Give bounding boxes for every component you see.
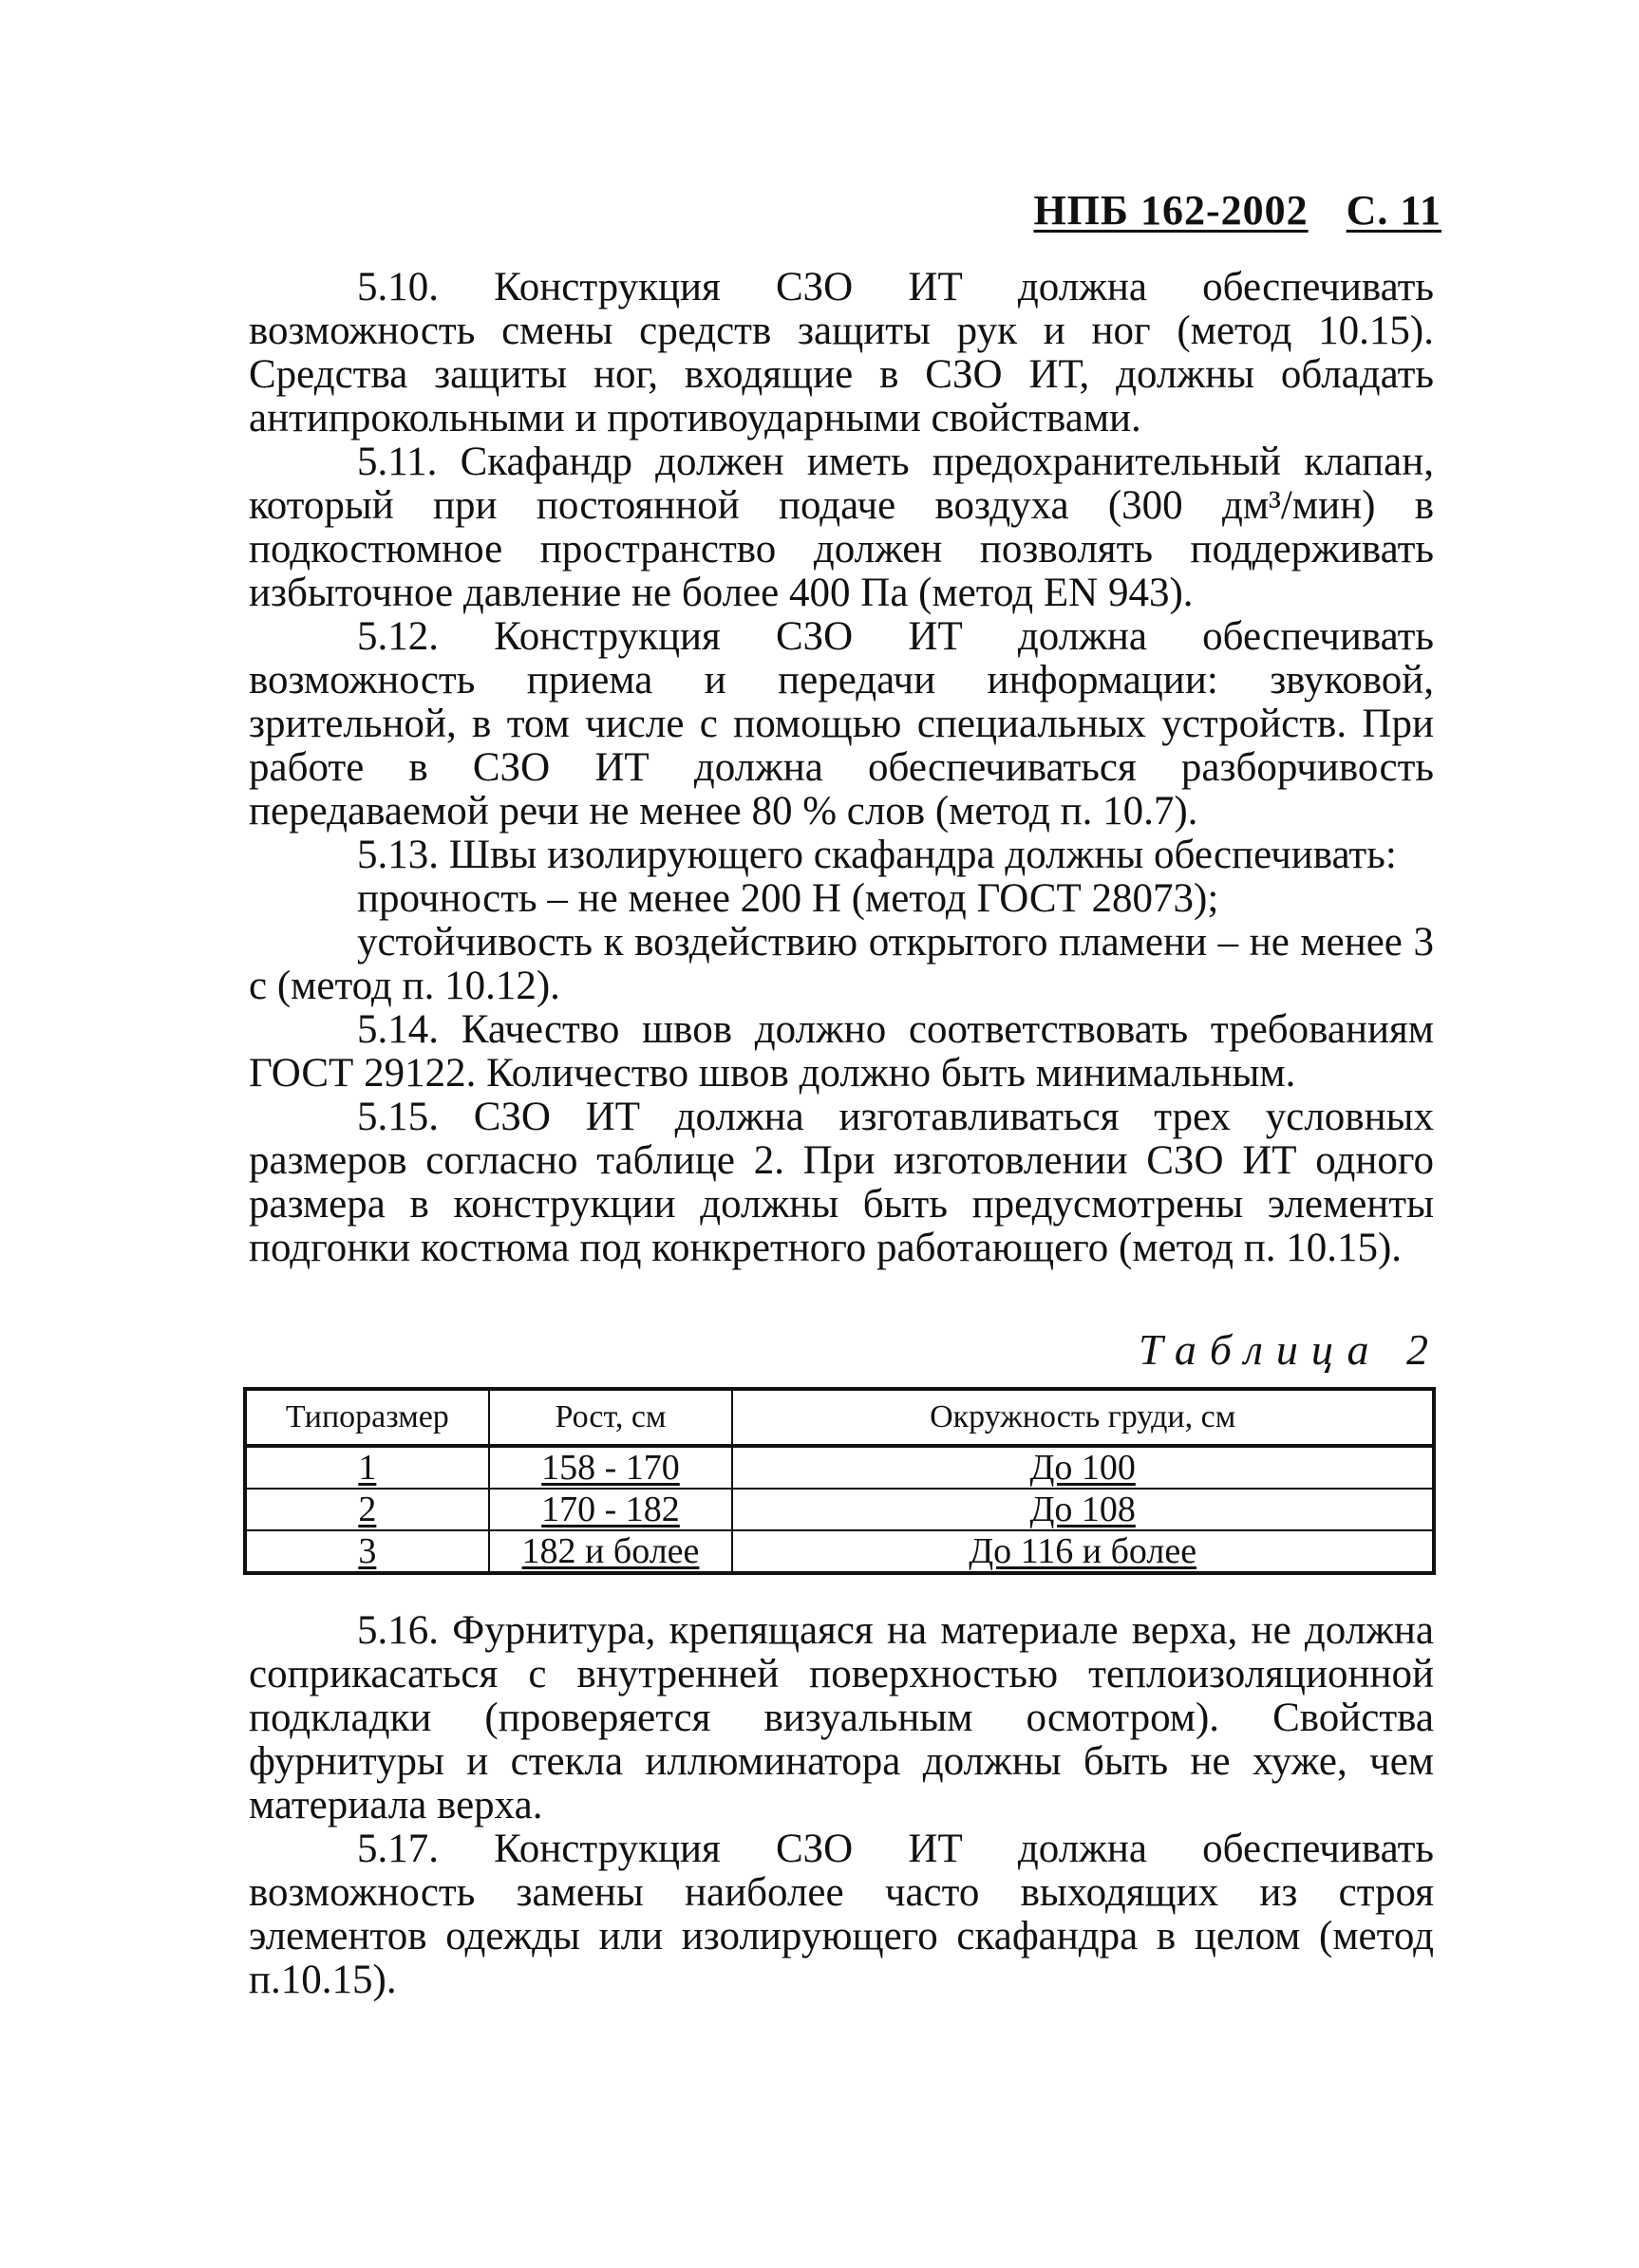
size-table-container [243,1387,1436,1575]
clause-5-15: 5.15. СЗО ИТ должна изготавливаться трех условных размеров согласно таблице 2. При изготовлении СЗО ИТ одного размера в конструкции должны быть предусмотрены элементы подгонки костюма под конкретного работающего (метод п. 10.15). [249,1095,1434,1270]
header-size-type: Типоразмер [245,1389,489,1446]
table-row [245,1530,1434,1573]
cell-size: 3 [245,1530,489,1573]
clause-5-11: 5.11. Скафандр должен иметь предохранительный клапан, который при постоянной подаче воздуха (300 дм³/мин) в подкостюмное пространство должен позволять поддерживать избыточное давление не более 400 Па (метод EN 943). [249,440,1434,615]
header-chest: Окружность груди, см [732,1389,1434,1446]
table-row [245,1446,1434,1489]
body-text-lower [249,1609,1434,2002]
clause-5-13: 5.13. Швы изолирующего скафандра должны обеспечивать: [357,833,1397,877]
page-header [1033,186,1441,234]
page-number: С. 11 [1346,187,1441,234]
cell-chest: До 116 и более [732,1530,1434,1573]
clause-5-17: 5.17. Конструкция СЗО ИТ должна обеспечивать возможность замены наиболее часто выходящих из строя элементов одежды или изолирующего скафандра в целом (метод п.10.15). [249,1827,1434,2002]
header-height: Рост, см [489,1389,733,1446]
size-table [243,1387,1436,1575]
document-code: НПБ 162-2002 [1033,187,1309,234]
table-row [245,1489,1434,1530]
cell-height: 170 - 182 [489,1489,733,1530]
cell-height: 158 - 170 [489,1446,733,1489]
clause-5-13-item-strength: прочность – не менее 200 Н (метод ГОСТ 28073); [357,876,1219,921]
clause-5-16: 5.16. Фурнитура, крепящаяся на материале верха, не должна соприкасаться с внутренней поверхностью теплоизоляционной подкладки (проверяется визуальным осмотром). Свойства фурнитуры и стекла иллюминатора должны быть не хуже, чем материала верха. [249,1608,1434,1828]
table-header-row [245,1389,1434,1446]
clause-5-13-item-flame: устойчивость к воздействию открытого пламени – не менее 3 с (метод п. 10.12). [249,920,1434,1008]
clause-5-14: 5.14. Качество швов должно соответствовать требованиям ГОСТ 29122. Количество швов должно быть минимальным. [249,1007,1434,1096]
clause-5-10: 5.10. Конструкция СЗО ИТ должна обеспечивать возможность смены средств защиты рук и ног (метод 10.15). Средства защиты ног, входящие в СЗО ИТ, должны обладать антипрокольными и противоударными свойствами. [249,265,1434,440]
cell-size: 1 [245,1446,489,1489]
cell-chest: До 108 [732,1489,1434,1530]
cell-height: 182 и более [489,1530,733,1573]
cell-chest: До 100 [732,1446,1434,1489]
table-caption: Таблица 2 [1138,1325,1441,1374]
cell-size: 2 [245,1489,489,1530]
body-text-upper [249,266,1434,1270]
clause-5-12: 5.12. Конструкция СЗО ИТ должна обеспечивать возможность приема и передачи информации: звуковой, зрительной, в том числе с помощью специальных устройств. При работе в СЗО ИТ должна обеспечиваться разборчивость передаваемой речи не менее 80 % слов (метод п. 10.7). [249,614,1434,834]
